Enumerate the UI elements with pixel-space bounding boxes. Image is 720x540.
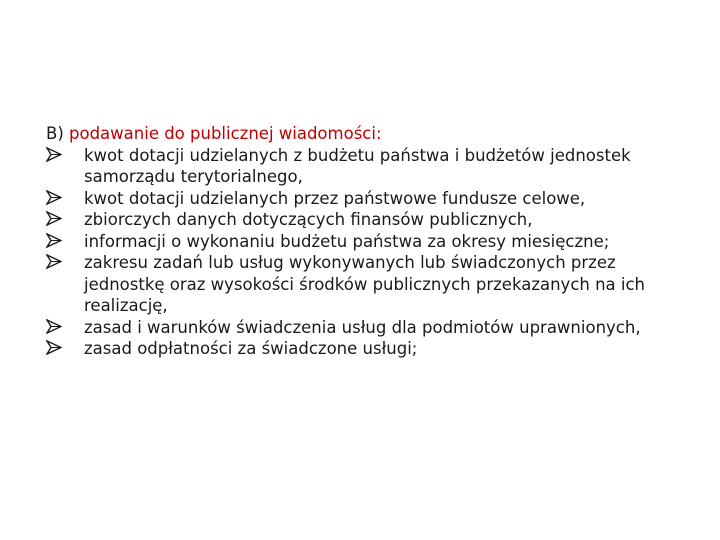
list-item: [46, 231, 686, 253]
slide-content: [46, 123, 686, 360]
list-item-text: zbiorczych danych dotyczących finansów publicznych,: [84, 210, 533, 229]
list-item-text: zasad i warunków świadczenia usług dla podmiotów uprawnionych,: [84, 317, 641, 337]
list-item: [46, 188, 686, 210]
bullet-list: [46, 145, 686, 360]
list-item: [46, 209, 686, 231]
section-prefix: B): [46, 124, 64, 143]
arrowhead-bullet-icon: [46, 252, 62, 274]
arrowhead-bullet-icon: [46, 209, 62, 231]
arrowhead-bullet-icon: [46, 188, 62, 210]
list-item-text: zakresu zadań lub usług wykonywanych lub świadczonych przez jednostkę oraz wysokości środków publicznych przekazanych na ich realizację,: [84, 253, 646, 315]
section-heading: [46, 123, 686, 145]
arrowhead-bullet-icon: [46, 231, 62, 253]
list-item: [46, 145, 686, 188]
section-title: podawanie do publicznej wiadomości:: [69, 124, 382, 143]
list-item-text: kwot dotacji udzielanych przez państwowe fundusze celowe,: [84, 188, 586, 208]
list-item: [46, 338, 686, 360]
list-item-text: kwot dotacji udzielanych z budżetu państwa i budżetów jednostek samorządu terytorialnego,: [84, 145, 631, 186]
arrowhead-bullet-icon: [46, 317, 62, 339]
arrowhead-bullet-icon: [46, 338, 62, 360]
list-item-text: informacji o wykonaniu budżetu państwa za okresy miesięczne;: [84, 231, 610, 251]
list-item: [46, 317, 686, 339]
list-item: [46, 252, 686, 317]
list-item-text: zasad odpłatności za świadczone usługi;: [84, 339, 418, 358]
arrowhead-bullet-icon: [46, 145, 62, 167]
